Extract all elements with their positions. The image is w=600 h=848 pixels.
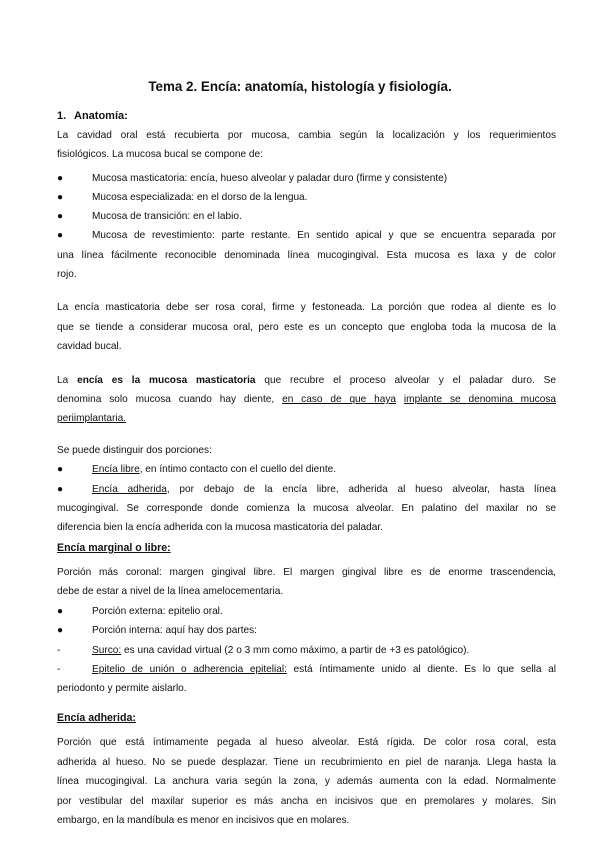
page-title: Tema 2. Encía: anatomía, histología y fisiología.: [148, 79, 452, 94]
marginal-line-2: debe de estar a nivel de la línea amelocementaria.: [57, 586, 284, 597]
list-item-epitelio: Epitelio de unión o adherencia epitelial: está íntimamente unido al diente. Es lo que sella al: [92, 664, 556, 675]
adherida-p-line-5: embargo, en la mandíbula es menor en incisivos que en molares.: [57, 815, 350, 826]
section-heading: Anatomía:: [74, 110, 128, 122]
marginal-line-1: Porción más coronal: margen gingival libre. El margen gingival libre es de enorme trascendencia,: [57, 567, 556, 578]
dash-icon: -: [57, 664, 61, 675]
para3-line-1: La encía es la mucosa masticatoria que recubre el proceso alveolar y el paladar duro. Se: [57, 375, 556, 386]
bullet-icon: ●: [57, 464, 64, 475]
intro-line-1: La cavidad oral está recubierta por mucosa, cambia según la localización y los requerimientos: [57, 130, 556, 141]
epitelio-line-2: periodonto y permite aislarlo.: [57, 683, 187, 694]
list-item: Mucosa masticatoria: encía, hueso alveolar y paladar duro (firme y consistente): [92, 173, 448, 184]
para3-line-2: denomina solo mucosa cuando hay diente, en caso de que haya implante se denomina mucosa: [57, 394, 557, 405]
list-item-encia-adherida: Encía adherida, por debajo de la encía libre, adherida al hueso alveolar, hasta línea: [92, 484, 556, 495]
list-item: Mucosa especializada: en el dorso de la lengua.: [92, 192, 308, 203]
portions-intro: Se puede distinguir dos porciones:: [57, 445, 212, 456]
list-item-surco: Surco: es una cavidad virtual (2 o 3 mm como máximo, a partir de +3 es patológico).: [92, 645, 470, 656]
marginal-heading: Encía marginal o libre:: [57, 542, 171, 554]
bullet-icon: ●: [57, 211, 64, 222]
para2-line-1: La encía masticatoria debe ser rosa coral, firme y festoneada. La porción que rodea al diente es lo: [57, 302, 556, 313]
bullet-icon: ●: [57, 606, 64, 617]
adherida-line-3: diferencia bien la encía adherida con la mucosa masticatoria del paladar.: [57, 522, 384, 533]
adherida-line-2: mucogingival. Se corresponde donde comienza la mucosa alveolar. En palatino del maxilar no se: [57, 503, 556, 514]
adherida-p-line-4: por vestibular del maxilar superior es más ancha en incisivos que en premolares y molares. Sin: [57, 796, 556, 807]
list-item: Porción externa: epitelio oral.: [92, 606, 223, 617]
adherida-p-line-3: línea mucogingival. La anchura varia según la zona, y además aumenta con la edad. Normalmente: [57, 776, 556, 787]
section-number: 1.: [57, 110, 67, 122]
list-item-encia-libre: Encía libre, en íntimo contacto con el cuello del diente.: [92, 464, 337, 475]
bullet-icon: ●: [57, 192, 64, 203]
intro-line-2: fisiológicos. La mucosa bucal se compone de:: [57, 149, 263, 160]
bullet-icon: ●: [57, 625, 64, 636]
adherida-p-line-2: adherida al hueso. No se puede desplazar. Tiene un recubrimiento en piel de naranja. Llega hasta la: [57, 757, 556, 768]
bullet-icon: ●: [57, 230, 64, 241]
adherida-p-line-1: Porción que está íntimamente pegada al hueso alveolar. Está rígida. De color rosa coral, esta: [57, 737, 556, 748]
list-item: Mucosa de transición: en el labio.: [92, 211, 242, 222]
list-item: Mucosa de revestimiento: parte restante. En sentido apical y que se encuentra separada por: [92, 230, 556, 241]
para3-line-3: periimplantaria.: [57, 413, 127, 424]
adherida-heading: Encía adherida:: [57, 712, 136, 724]
revest-line-1: una línea fácilmente reconocible denominada línea mucogingival. Esta mucosa es laxa y de color: [57, 250, 556, 261]
revest-line-2: rojo.: [57, 269, 77, 280]
bullet-icon: ●: [57, 173, 64, 184]
para2-line-3: cavidad bucal.: [57, 341, 122, 352]
para2-line-2: que se tiende a considerar mucosa oral, pero este es un concepto que engloba toda la mucosa de la: [57, 322, 556, 333]
bullet-icon: ●: [57, 484, 64, 495]
bold-definition: encía es la mucosa masticatoria: [77, 375, 256, 386]
dash-icon: -: [57, 645, 61, 656]
list-item: Porción interna: aquí hay dos partes:: [92, 625, 257, 636]
